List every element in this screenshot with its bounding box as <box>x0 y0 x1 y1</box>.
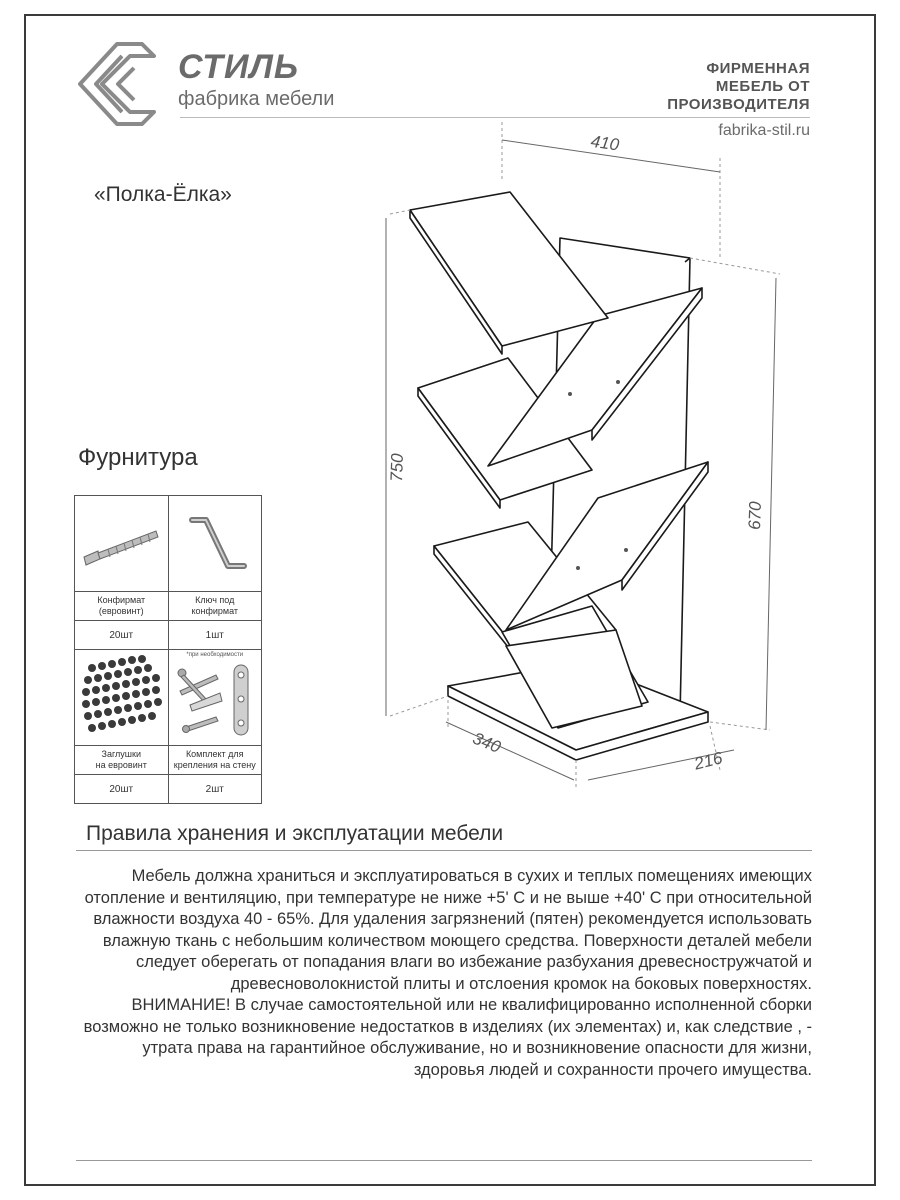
brand-name: СТИЛЬ <box>178 48 299 86</box>
fitting-quantity: 1шт <box>168 621 262 650</box>
fitting-label-line: крепления на стену <box>173 760 256 770</box>
fitting-quantity: 2шт <box>168 775 262 804</box>
fitting-label-line: Ключ под <box>195 595 235 605</box>
fitting-note: *при необходимости <box>186 652 244 658</box>
dimension-base: 340 <box>469 728 504 757</box>
brand-logo-icon <box>72 38 162 128</box>
fittings-title: Фурнитура <box>78 444 198 471</box>
wall-mount-kit-icon <box>172 661 258 741</box>
rules-title: Правила хранения и эксплуатации мебели <box>86 822 504 845</box>
dimension-height-full: 750 <box>387 453 407 483</box>
website-link[interactable]: fabrika-stil.ru <box>718 122 810 139</box>
brand-slogan <box>667 60 810 114</box>
rules-paragraph: Мебель должна храниться и эксплуатироваться в сухих и теплых помещениях имеющих отопление и вентиляцию, при температуре не ниже +5' С и не выше +40' С при относительной влажности воздуха 40 - 65%. Для удаления загрязнений (пятен) рекомендуется использовать влажную ткань с небольшим количеством моющего средства. Поверхности деталей мебели следует оберегать от попадания влаги во избежание разбухания древесностружчатой и древесноволокнистой плиты и отслоения кромок на боковых поверхностях. <box>84 867 812 993</box>
dimension-width: 410 <box>589 131 621 155</box>
slogan-line: ПРОИЗВОДИТЕЛЯ <box>667 96 810 113</box>
fitting-label-line: Заглушки <box>101 749 141 759</box>
fitting-label <box>75 592 169 621</box>
fittings-table <box>74 495 262 804</box>
fitting-label-line: на евровинт <box>95 760 147 770</box>
fitting-image-cell <box>168 496 262 592</box>
fitting-image-cell <box>168 650 262 746</box>
product-title: «Полка-Ёлка» <box>94 183 232 206</box>
slogan-line: МЕБЕЛЬ ОТ <box>715 78 810 95</box>
fitting-image-cell <box>75 496 169 592</box>
fitting-label-line: Конфирмат <box>97 595 146 605</box>
dimension-height-side: 670 <box>745 501 765 531</box>
fitting-label-line: (евровинт) <box>98 606 144 616</box>
confirmat-screw-icon <box>78 513 164 573</box>
rules-divider <box>76 850 812 851</box>
dimension-depth: 216 <box>692 748 725 774</box>
brand-subtitle: фабрика мебели <box>178 88 335 110</box>
fitting-quantity: 20шт <box>75 775 169 804</box>
fitting-label <box>75 746 169 775</box>
fitting-image-cell <box>75 650 169 746</box>
shelf-drawing <box>330 110 810 810</box>
cover-caps-icon <box>78 654 164 740</box>
fitting-label-line: Комплект для <box>185 749 244 759</box>
rules-text <box>76 866 812 1081</box>
hex-key-icon <box>172 508 258 578</box>
fitting-quantity: 20шт <box>75 621 169 650</box>
slogan-line: ФИРМЕННАЯ <box>706 60 810 77</box>
rules-paragraph: ВНИМАНИЕ! В случае самостоятельной или не квалифицированно исполненной сборки возможно не только возникновение недостатков в изделиях (их элементах) и, как следствие , - утрата права на гарантийное обслуживание, но и возникновение опасности для жизни, здоровья людей и сохранности прочего имущества. <box>83 996 812 1079</box>
fitting-label-line: конфирмат <box>191 606 239 616</box>
bottom-divider <box>76 1160 812 1161</box>
fitting-label <box>168 746 262 775</box>
fitting-label <box>168 592 262 621</box>
